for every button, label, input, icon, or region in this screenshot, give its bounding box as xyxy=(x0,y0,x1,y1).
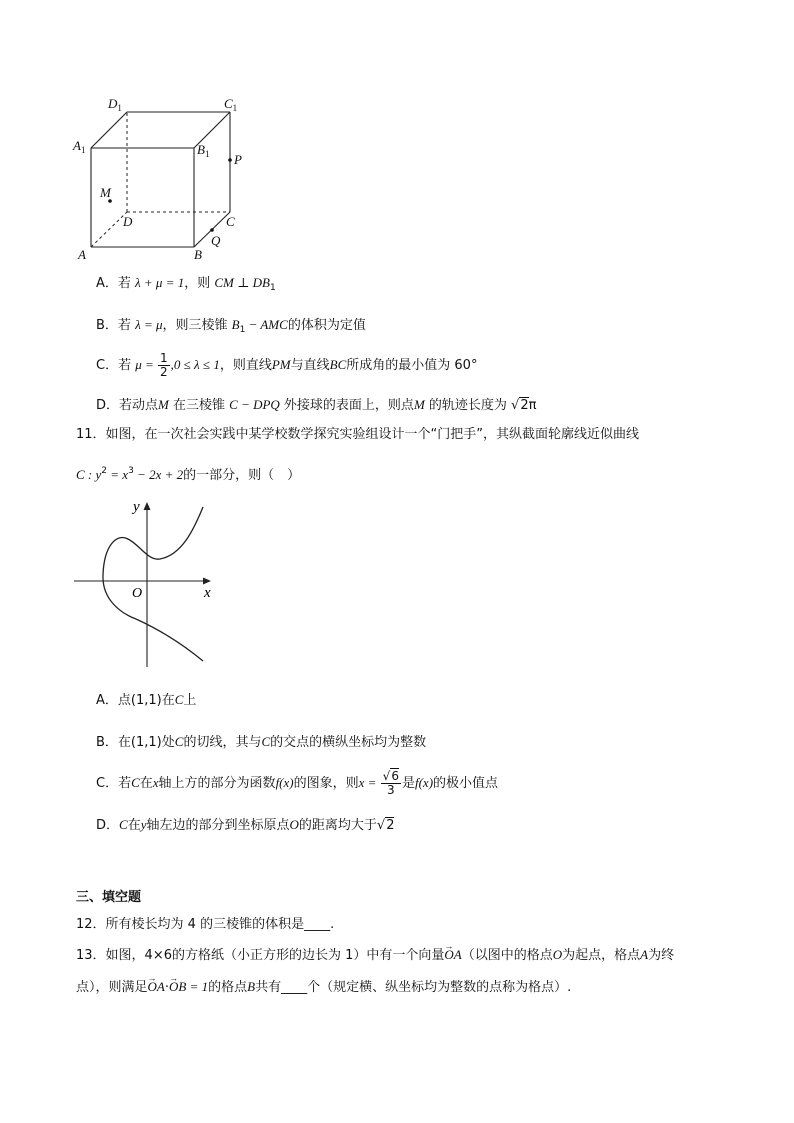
label-P: P xyxy=(234,152,242,167)
point-P xyxy=(228,158,232,162)
cube-figure xyxy=(70,92,250,262)
q11-stem-line1: 11．如图，在一次社会实践中某学校数学探究实验组设计一个“门把手”，其纵截面轮廓线近似曲线 xyxy=(76,427,640,442)
q13-line1: 13．如图，4×6的方格纸（小正方形的边长为 1）中有一个向量→ OA（以图中的格点O为起点，格点A为终 xyxy=(76,946,674,965)
q10-option-c: C．若 μ = $\frac{1}{2}$ ,0 ≤ λ ≤ 1，则直线PM与直线BC所成角的最小值为 60° xyxy=(96,351,478,379)
y-label: y xyxy=(133,499,140,515)
fraction-one-half: $\frac{1}{2}$ xyxy=(160,351,168,379)
x-label: x xyxy=(204,585,211,601)
fraction-sqrt6-over-3: $\frac{√6}{3}$ xyxy=(382,769,399,797)
q12-text: 12．所有棱长均为 4 的三棱锥的体积是____. xyxy=(76,917,335,932)
label-B: B xyxy=(194,247,202,262)
q11-option-c: C．若C在x轴上方的部分为函数f(x)的图象，则x = $\frac{√6}{3}$ 是f(x)的极小值点 xyxy=(96,769,499,797)
point-Q xyxy=(210,228,214,232)
label-C: C xyxy=(226,214,235,229)
label-B1: $B_1$ xyxy=(197,142,210,159)
q13-line2: 点），则满足→ OA·→ OB = 1的格点B共有____个（规定横、纵坐标均为整数的点称为格点）. xyxy=(76,978,571,997)
q10-option-a: A．若 λ + μ = 1，则 CM ⊥ $DB_1$ xyxy=(96,275,276,293)
q11-curve-graph xyxy=(70,495,220,670)
label-A1: $A_1$ xyxy=(73,138,86,155)
q10-option-d: D．若动点M 在三棱锥 C − DPQ 外接球的表面上，则点M 的轨迹长度为 √2π xyxy=(96,397,537,413)
q11-option-a: A．点(1,1)在C上 xyxy=(96,692,197,708)
q11-option-b: B．在(1,1)处C的切线，其与C的交点的横纵坐标均为整数 xyxy=(96,734,427,750)
q11-option-d: D．C在y轴左边的部分到坐标原点O的距离均大于√2 xyxy=(96,817,395,833)
section-title: 三、填空题 xyxy=(76,890,142,905)
q10-option-b: B．若 λ = μ，则三棱锥 $B_1$ − AMC的体积为定值 xyxy=(96,317,366,335)
hidden-edge-A-D xyxy=(91,212,127,247)
y-axis-arrow xyxy=(144,502,151,510)
edge-A1-D1 xyxy=(91,112,127,148)
q11-stem-line2: C : $y^2 = x^3 - 2x + 2$的一部分，则（ ） xyxy=(76,466,301,483)
origin-label: O xyxy=(132,586,143,601)
label-D1: $D_1$ xyxy=(108,96,122,113)
label-A: A xyxy=(78,247,86,262)
label-C1: $C_1$ xyxy=(224,96,238,113)
x-axis-arrow xyxy=(203,578,211,585)
label-D: D xyxy=(123,214,133,229)
curve-c xyxy=(103,507,203,661)
label-M: M xyxy=(100,185,111,200)
label-Q: Q xyxy=(211,233,221,248)
